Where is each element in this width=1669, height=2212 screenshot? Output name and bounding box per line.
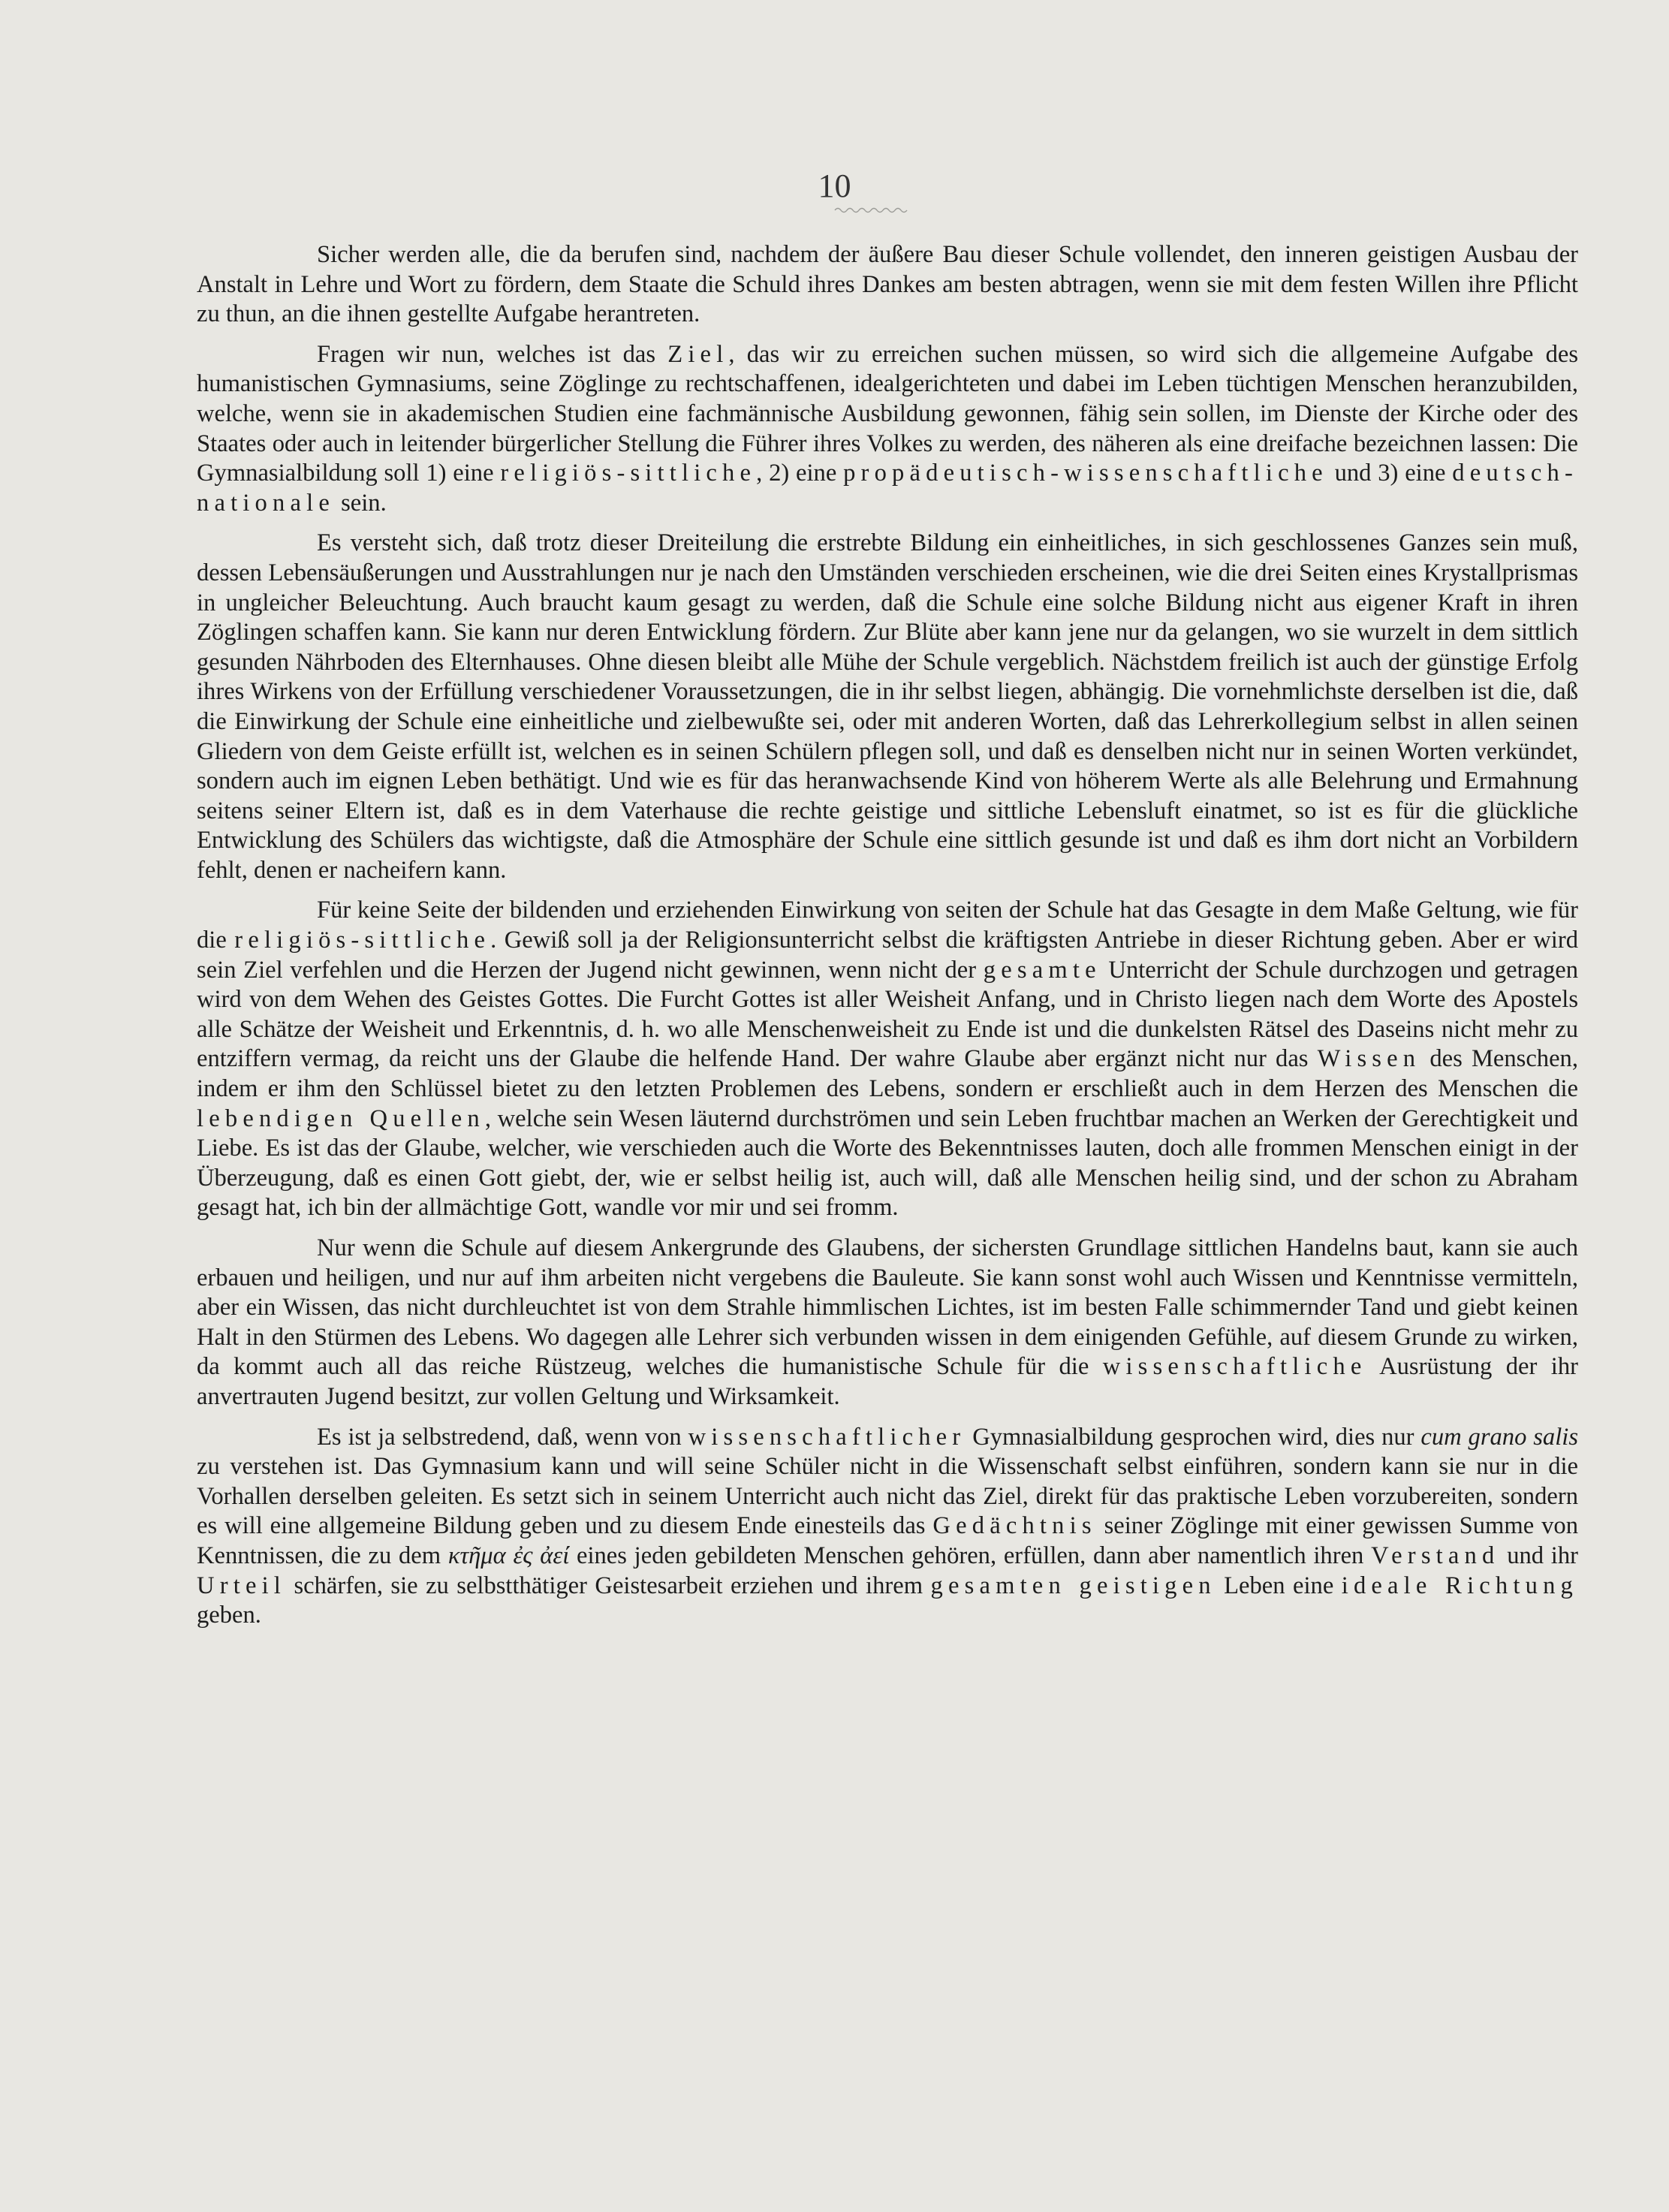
paragraph-1 — [197, 240, 1578, 330]
spaced-emphasis: ideale Richtung — [1341, 1572, 1578, 1599]
paragraph-text: Für keine Seite der bildenden und erziehenden Einwirkung von seiten der Schule hat das Gesagte in dem Maße Geltung, wie für die — [197, 897, 1578, 954]
paragraph-3 — [197, 529, 1578, 885]
spaced-emphasis: gesamte — [983, 956, 1101, 984]
paragraph-text: sein. — [334, 489, 387, 517]
spaced-emphasis: wissenschaftliche — [1102, 1353, 1367, 1381]
spaced-emphasis: propädeutisch-wissenschaftliche — [843, 460, 1328, 487]
spaced-emphasis: Gedächtnis — [932, 1512, 1097, 1540]
spaced-emphasis: lebendigen Quellen — [197, 1104, 485, 1132]
paragraph-text: , welche sein Wesen läuternd durchströmen und sein Leben fruchtbar machen an Werken der Gerechtigkeit und Liebe. Es ist das der Glaube, welcher, wie verschieden auch die Worte des Bekenntnisses lauten, doch alle frommen Menschen einigt in der Überzeugung, daß es einen Gott giebt, der, wie er selbst heilig ist, auch will, daß alle Menschen heilig sind, und der schon zu Abraham gesagt hat, ich bin der allmächtige Gott, wandle vor mir und sei fromm. — [197, 1104, 1578, 1222]
paragraph-text: eines jeden gebildeten Menschen gehören, erfüllen, dann aber namentlich ihren — [569, 1541, 1372, 1569]
paragraph-text: Es ist ja selbstredend, daß, wenn von — [317, 1423, 688, 1451]
paragraph-text: , 2) eine — [756, 460, 844, 487]
paragraph-text: Leben eine — [1216, 1572, 1342, 1599]
paragraph-text: des Menschen, indem er ihm den Schlüssel bietet zu den letzten Problemen des Lebens, sondern er erschließt auch in dem Herzen des Menschen die — [197, 1045, 1578, 1103]
paragraph-text: und ihr — [1499, 1541, 1578, 1569]
spaced-emphasis: Wissen — [1317, 1045, 1421, 1073]
paragraph-text: Sicher werden alle, die da berufen sind, nachdem der äußere Bau dieser Schule vollendet, den inneren geistigen Ausbau der Anstalt in Lehre und Wort zu fördern, dem Staate die Schuld ihres Dankes am besten abtragen, wenn sie mit dem festen Willen ihre Pflicht zu thun, an die ihnen gestellte Aufgabe herantreten. — [197, 241, 1578, 328]
page-number-ornament — [833, 206, 911, 215]
spaced-emphasis: Ziel — [667, 340, 729, 368]
paragraph-text: Unterricht der Schule durchzogen und getragen wird von dem Wehen des Geistes Gottes. Die Furcht Gottes ist aller Weisheit Anfang, und in Christo liegen nach dem Worte des Apostels alle Schätze der Weisheit und Erkenntnis, d. h. wo alle Menschenweisheit zu Ende ist und die dunkelsten Rätsel des Daseins nicht mehr zu entziffern vermag, da reicht uns der Glaube die helfende Hand. Der wahre Glaube aber ergänzt nicht nur das — [197, 956, 1578, 1073]
paragraph-5 — [197, 1234, 1578, 1412]
paragraph-text: zu verstehen ist. Das Gymnasium kann und will seine Schüler nicht in die Wissenschaft selbst einführen, sondern kann sie nur in die Vorhallen derselben geleiten. Es setzt sich in seinem Unterricht auch nicht das Ziel, direkt für das praktische Leben vorzubereiten, sondern es will eine allgemeine Bildung geben und zu diesem Ende einesteils das — [197, 1453, 1578, 1540]
paragraph-text: seiner Zöglinge mit einer gewissen Summe von Kenntnissen, die zu dem — [197, 1512, 1578, 1569]
spaced-emphasis: religiös-sittliche — [500, 460, 757, 487]
page-number: 10 — [818, 167, 851, 204]
paragraph-text: Nur wenn die Schule auf diesem Ankergrunde des Glaubens, der sichersten Grundlage sittlichen Handelns baut, kann sie auch erbauen und heiligen, und nur auf ihm arbeiten nicht vergebens die Bauleute. Sie kann sonst wohl auch Wissen und Kenntnisse vermitteln, aber ein Wissen, das nicht durchleuchtet ist von dem Strahle himmlischen Lichtes, ist im besten Falle schimmernder Tand und giebt keinen Halt in den Stürmen des Lebens. Wo dagegen alle Lehrer sich verbunden wissen in dem einigenden Gefühle, auf diesem Grunde zu wirken, da kommt auch all das reiche Rüstzeug, welches die humanistische Schule für die — [197, 1234, 1578, 1381]
paragraph-text: geben. — [197, 1602, 261, 1629]
paragraph-4 — [197, 896, 1578, 1223]
spaced-emphasis: Urteil — [197, 1572, 287, 1599]
paragraph-text: und 3) eine — [1327, 460, 1453, 487]
spaced-emphasis: gesamten geistigen — [930, 1572, 1216, 1599]
spaced-emphasis: Verstand — [1371, 1541, 1500, 1569]
paragraph-text: , das wir zu erreichen suchen müssen, so wird sich die allgemeine Aufgabe des humanistischen Gymnasiums, seine Zöglinge zu rechtschaffenen, idealgerichteten und dabei im Leben tüchtigen Menschen heranzubilden, welche, wenn sie in akademischen Studien eine fachmännische Ausbildung gewonnen, fähig sein sollen, im Dienste der Kirche oder des Staates oder auch in leitender bürgerlicher Stellung die Führer ihres Volkes zu werden, des näheren als eine dreifache bezeichnen lassen: Die Gymnasialbildung soll 1) eine — [197, 340, 1578, 487]
latin-phrase: cum grano salis — [1420, 1423, 1578, 1451]
paragraph-text: Es versteht sich, daß trotz dieser Dreiteilung die erstrebte Bildung ein einheitliches, in sich geschlossenes Ganzes sein muß, dessen Lebensäußerungen und Ausstrahlungen nur je nach den Umständen verschieden erscheinen, wie die drei Seiten eines Krystallprismas in ungleicher Beleuchtung. Auch braucht kaum gesagt zu werden, daß die Schule eine solche Bildung nicht aus eigener Kraft in ihren Zöglingen schaffen kann. Sie kann nur deren Entwicklung fördern. Zur Blüte aber kann jene nur da gelangen, wo sie wurzelt in dem sittlich gesunden Nährboden des Elternhauses. Ohne diesen bleibt alle Mühe der Schule vergeblich. Nächstdem freilich ist auch der günstige Erfolg ihres Wirkens von der Erfüllung verschiedener Voraussetzungen, die in ihr selbst liegen, abhängig. Die vornehmlichste derselben ist die, daß die Einwirkung der Schule eine einheitliche und zielbewußte sei, oder mit anderen Worten, daß das Lehrerkollegium selbst in allen seinen Gliedern von dem Geiste erfüllt ist, welchen es in seinen Schülern pflegen soll, und daß es denselben nicht nur in seinen Worten verkündet, sondern auch im eignen Leben bethätigt. Und wie es für das heranwachsende Kind von höherem Werte als alle Belehrung und Ermahnung seitens seiner Eltern ist, daß es in dem Vaterhause die rechte geistige und sittliche Lebensluft einatmet, so ist es für die glückliche Entwicklung des Schülers das wichtigste, daß die Atmosphäre der Schule eine sittlich gesunde ist und daß es ihm dort nicht an Vorbildern fehlt, denen er nacheifern kann. — [197, 529, 1578, 884]
spaced-emphasis: wissenschaftlicher — [688, 1423, 966, 1451]
paragraph-text: . Gewiß soll ja der Religionsunterricht selbst die kräftigsten Antriebe in dieser Richtung geben. Aber er wird sein Ziel verfehlen und die Herzen der Jugend nicht gewinnen, wenn nicht der — [197, 927, 1578, 984]
paragraph-text: schärfen, sie zu selbstthätiger Geistesarbeit erziehen und ihrem — [286, 1572, 931, 1599]
spaced-emphasis: religiös-sittliche — [234, 927, 491, 954]
paragraph-text: Ausrüstung der ihr anvertrauten Jugend besitzt, zur vollen Geltung und Wirksamkeit. — [197, 1353, 1578, 1410]
greek-phrase: κτῆμα ἐς ἀεί — [447, 1541, 570, 1569]
paragraph-text: Fragen wir nun, welches ist das — [317, 340, 668, 368]
paragraph-2 — [197, 340, 1578, 519]
spaced-emphasis: deutsch-nationale — [197, 460, 1579, 517]
body-text — [197, 240, 1578, 1641]
paragraph-text: Gymnasialbildung gesprochen wird, dies nur — [966, 1423, 1421, 1451]
paragraph-6 — [197, 1423, 1578, 1631]
